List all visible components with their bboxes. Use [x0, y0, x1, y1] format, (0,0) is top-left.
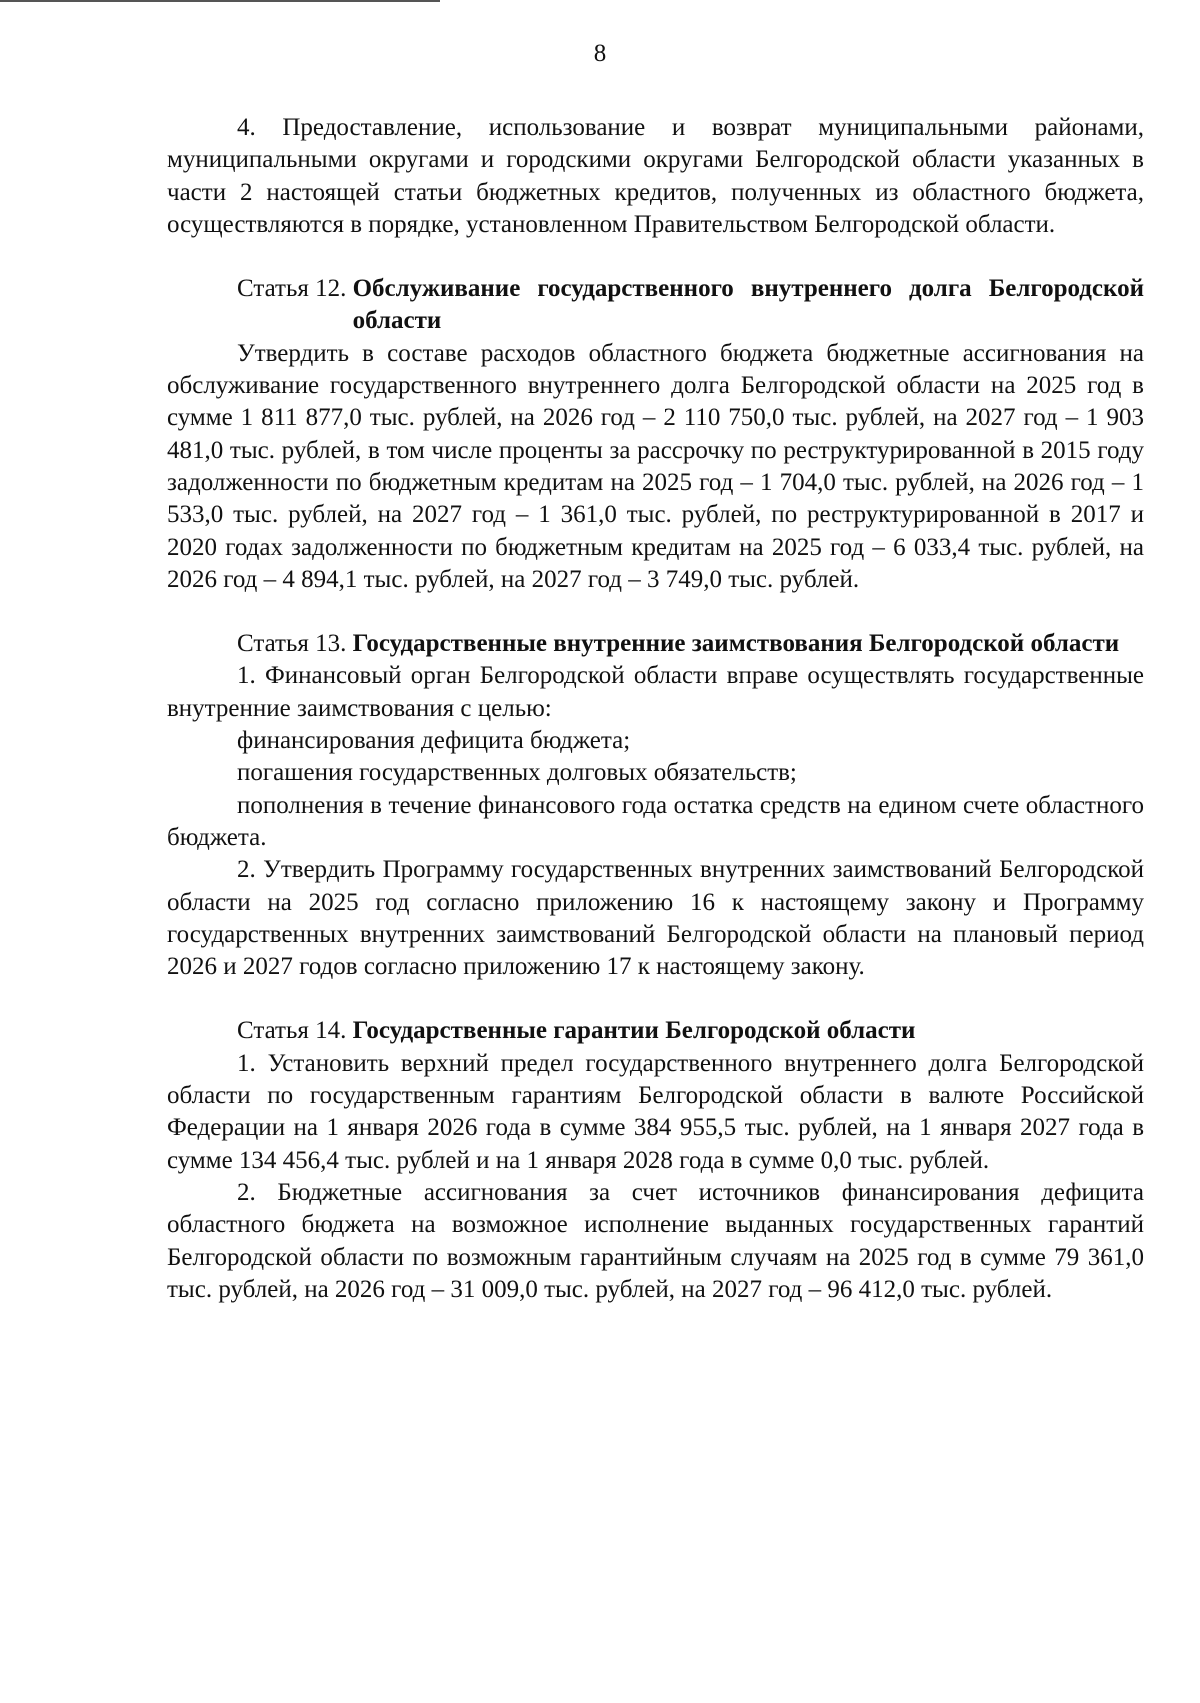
article-14-paragraph-1: 1. Установить верхний предел государственного внутреннего долга Белгородской области по государственным гарантиям Белгородской области в валюте Российской Федерации на 1 января 2026 года в сумме 384 955,5 тыс. рублей, на 1 января 2027 года в сумме 134 456,4 тыс. рублей и на 1 января 2028 года в сумме 0,0 тыс. рублей.: [167, 1049, 1144, 1174]
article-13-prefix: Статья 13.: [237, 630, 353, 658]
article-14-paragraph-2: 2. Бюджетные ассигнования за счет источников финансирования дефицита областного бюджета на возможное исполнение выданных государственных гарантий Белгородской области по возможным гарантийным случаям на 2025 год в сумме 79 361,0 тыс. рублей, на 2026 год – 31 009,0 тыс. рублей, на 2027 год – 96 412,0 тыс. рублей.: [167, 1178, 1144, 1303]
article-13-item-2: погашения государственных долговых обязательств;: [237, 759, 797, 787]
page-number: 8: [593, 40, 607, 67]
spacer: [167, 983, 1144, 1015]
article-12-prefix: Статья 12.: [237, 275, 353, 303]
article-12-text: Утвердить в составе расходов областного бюджета бюджетные ассигнования на обслуживание государственного внутреннего долга Белгородской области на 2025 год в сумме 1 811 877,0 тыс. рублей, на 2026 год – 2 110 750,0 тыс. рублей, на 2027 год – 1 903 481,0 тыс. рублей, в том числе проценты за рассрочку по реструктурированной в 2015 году задолженности по бюджетным кредитам на 2025 год – 1 704,0 тыс. рублей, на 2026 год – 1 533,0 тыс. рублей, на 2027 год – 1 361,0 тыс. рублей, по реструктурированной в 2017 и 2020 годах задолженности по бюджетным кредитам на 2025 год – 6 033,4 тыс. рублей, на 2026 год – 4 894,1 тыс. рублей, на 2027 год – 3 749,0 тыс. рублей.: [167, 339, 1144, 593]
scan-edge-line: [0, 0, 440, 2]
article-14-heading: [167, 1015, 1144, 1047]
article-14-title: Государственные гарантии Белгородской области: [352, 1017, 916, 1045]
article-14-prefix: Статья 14.: [237, 1017, 353, 1045]
article-13-title: Государственные внутренние заимствования Белгородской области: [352, 630, 1120, 658]
article-13-paragraph-1: 1. Финансовый орган Белгородской области вправе осуществлять государственные внутренние заимствования с целью:: [167, 662, 1144, 722]
article-13-heading: [167, 628, 1144, 660]
article-13-paragraph-2: 2. Утвердить Программу государственных внутренних заимствований Белгородской области на 2025 год согласно приложению 16 к настоящему закону и Программу государственных внутренних заимствований Белгородской области на плановый период 2026 и 2027 годов согласно приложению 17 к настоящему закону.: [167, 856, 1144, 981]
spacer: [167, 596, 1144, 628]
article-12-title: Обслуживание государственного внутреннего долга Белгородской области: [352, 275, 1144, 335]
document-body: [167, 112, 1144, 1306]
spacer: [167, 241, 1144, 273]
clause-4-paragraph: 4. Предоставление, использование и возврат муниципальными районами, муниципальными округами и городскими округами Белгородской области указанных в части 2 настоящей статьи бюджетных кредитов, полученных из областного бюджета, осуществляются в порядке, установленном Правительством Белгородской области.: [167, 114, 1144, 238]
article-13-item-3: пополнения в течение финансового года остатка средств на едином счете областного бюджета.: [167, 791, 1144, 851]
article-13-item-1: финансирования дефицита бюджета;: [237, 727, 631, 755]
article-12-heading: [167, 273, 1144, 338]
